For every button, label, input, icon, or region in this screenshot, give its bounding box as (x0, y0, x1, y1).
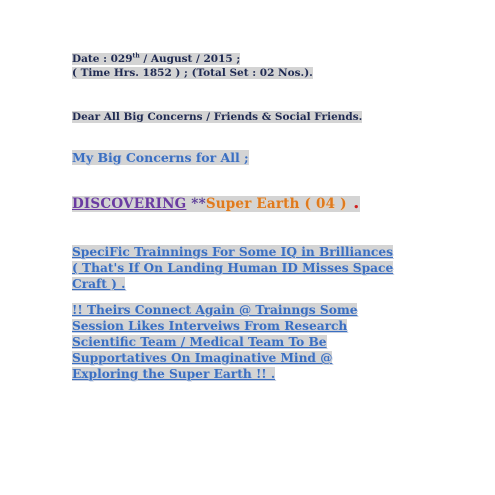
paragraph-line: Supportatives On Imaginative Mind @ (72, 351, 333, 365)
paragraph-line: ( That's If On Landing Human ID Misses Space (72, 261, 394, 275)
headline (72, 194, 422, 213)
intro-text: My Big Concerns for All ; (72, 150, 249, 165)
time-line: ( Time Hrs. 1852 ) ; (Total Set : 02 Nos.). (72, 67, 313, 79)
greeting (72, 110, 422, 124)
paragraph-line: Craft ) . (72, 277, 126, 291)
paragraph-line: Scientific Team / Medical Team To Be (72, 335, 327, 349)
date-block (72, 52, 422, 80)
date-text: Date : 029 (72, 53, 133, 65)
paragraph-line: !! Theirs Connect Again @ Trainngs Some (72, 303, 358, 317)
paragraph-connect (72, 302, 422, 382)
paragraph-line: Exploring the Super Earth !! . (72, 367, 276, 381)
greeting-text: Dear All Big Concerns / Friends & Social Friends. (72, 111, 363, 123)
headline-stars: ** (186, 196, 206, 212)
intro (72, 150, 422, 166)
headline-highlight (72, 192, 360, 213)
paragraph-training (72, 244, 422, 292)
paragraph-line: SpeciFic Trainnings For Some IQ in Brilliances (72, 245, 393, 259)
headline-end-dot: . (346, 192, 360, 213)
date-superscript: th (132, 52, 140, 60)
headline-super-earth: Super Earth ( 04 ) (205, 196, 347, 212)
date-month-year: / August / 2015 ; (139, 53, 241, 65)
headline-discovering: DISCOVERING (72, 196, 187, 212)
date-line (72, 53, 240, 65)
paragraph-line: Session Likes Interveiws From Research (72, 319, 348, 333)
